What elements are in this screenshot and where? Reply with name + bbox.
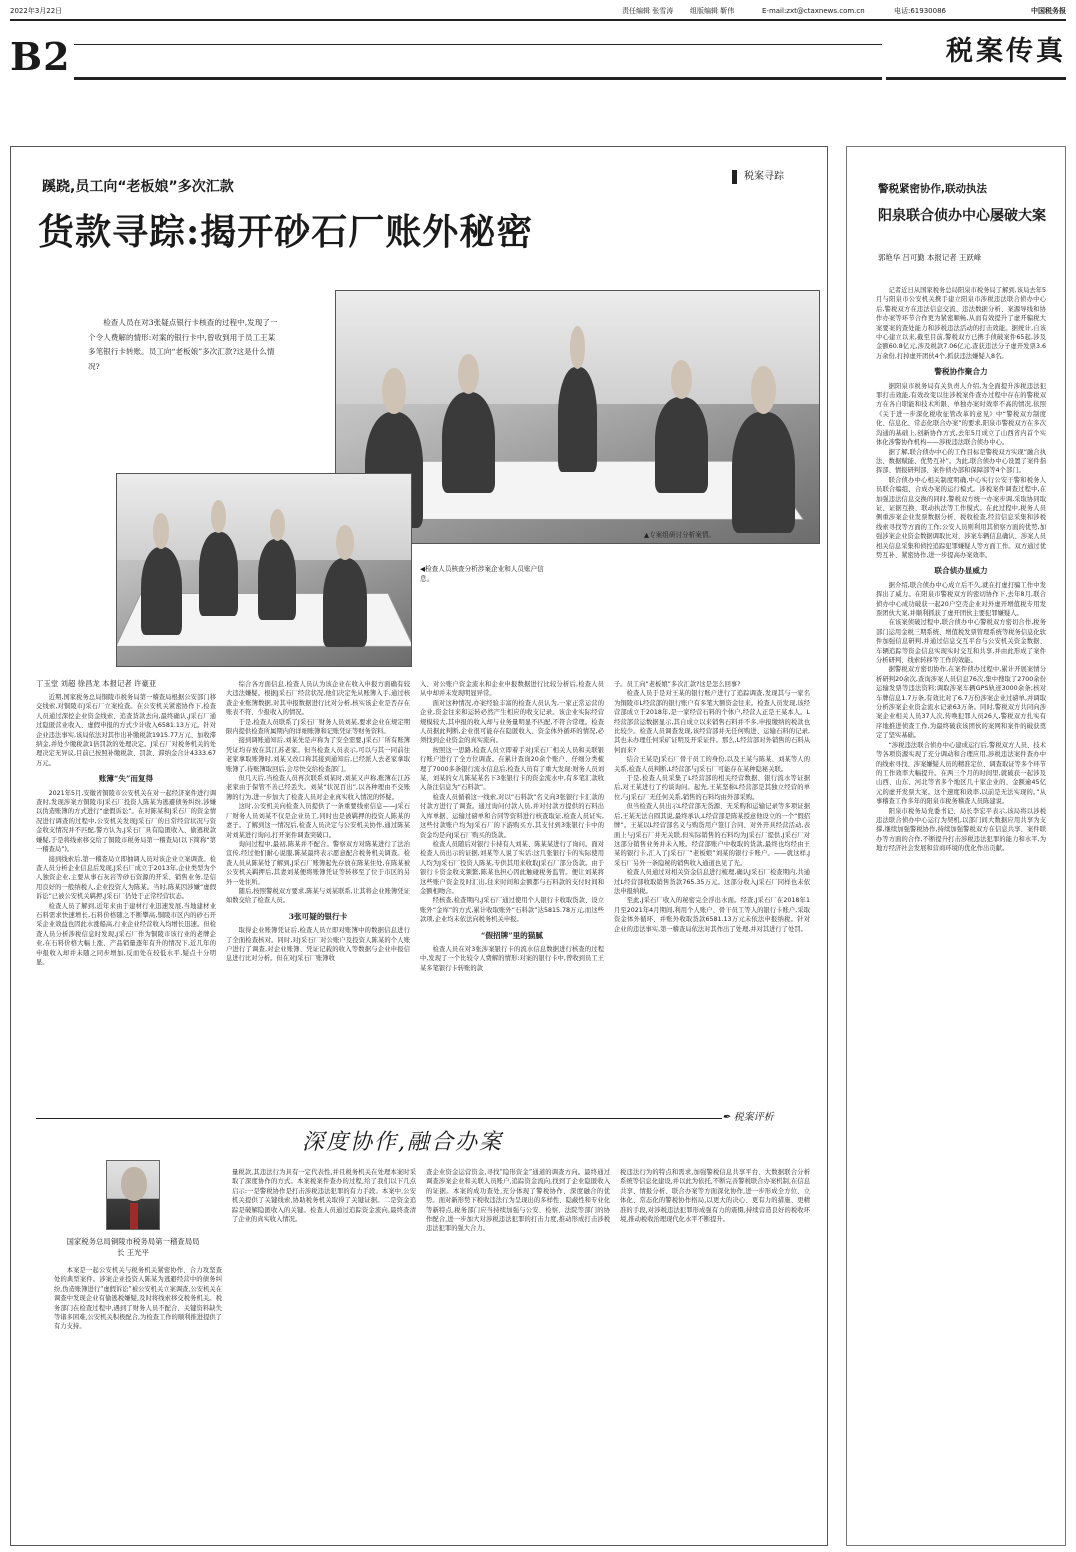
subhead-bank-cards: 3张可疑的银行卡 [288,911,348,921]
review-para: 本案是一起公安机关与税务机关紧密协作、合力攻坚查处的典型案件。涉案企业投资人陈某为逃避经营中的债务纠纷,伪造账簿进行“虚假诉讼”被公安机关立案调查,公安机关在调查中发现企业有偷逃税嫌疑,及时将线索移交税务机关。税务部门在检查过程中,遇到了财务人员不配合、关键资料缺失等诸多困难,公安机关积极配合,为检查工作的顺利推进提供了有力支持。 [54,1267,222,1331]
col2-para: 接到调账通知后,刘某先是声称为了安全需要,J采石厂所有账簿凭证均存放在其江苏老家。但当检查人员表示,可以与其一同前往老家拿取账簿时,刘某又改口称其接到通知后,已经派人去老家拿取账簿了,待账簿取回后,会尽快交给检查部门。 [226,737,410,773]
col1-para: 近期,国家税务总局铜陵市税务局第一稽查局根据公安部门移交线索,对铜陵市J采石厂立案检查。在公安机关紧密协作下,检查人员通过深挖企业资金线索、追查货款去向,最终确认,J采石厂通过隐匿营业收入、虚假申报的方式少计收入6581.13万元。针对企业违法事实,该局依法对其作出补缴税款1915.77万元、加收滞纳金,并处少缴税款1倍罚款的处理决定。J采石厂对税务机关的处理决定无异议,目前已按照补缴税款、罚款、滞纳金合计4333.67万元。 [36,694,216,767]
col1-para: 接到线索后,第一稽查局立即抽调人员对该企业立案调查。检查人员分析企业信息后发现,J采石厂成立于2013年,企业类型为个人独资企业,主要从事石灰岩等砂石资源的开采、销售业务,是信用良好的一般纳税人,企业投资人为陈某。当时,陈某因涉嫌“虚假诉讼”已被公安机关羁押,J采石厂仍处于正常经营状态。 [36,855,216,901]
caption-account-review: ◀检查人员核查分析涉案企业和人员账户信息。 [420,565,544,583]
section-title: 税案传真 [946,36,1066,67]
col4-para: 至此,J采石厂收入的秘密完全浮出水面。经查,J采石厂在2018年1月至2021年4月期间,利用个人账户、骨干员工等人的银行卡账户,采取资金体外循环、并账外收取货款6581.13万元未依法申报纳税。针对企业的违法事实,第一稽查局依法对其作出了处理,并对其进行了处罚。 [614,897,810,933]
review-column-3 [426,1168,610,1486]
review-column-1 [54,1266,222,1486]
col2-para: 于是,检查人员联系了J采石厂财务人员刘某,要求企业在规定期限内提供检查所属期内的详细账簿和记账凭证等财务资料。 [226,718,410,736]
reviewer-caption: 国家税务总局铜陵市税务局第一稽查局局长 王光平 [66,1237,200,1257]
side-para: 据介绍,联合侦办中心成立后不久,就在打虚打骗工作中发挥出了威力。在阳泉市警税双方的密切协作下,去年8月,联合侦办中心成功破获一起20户空壳企业对外虚开增值税专用发票团伙大案,并顺利抓获了虚开团伙主要犯罪嫌疑人。 [876,581,1046,617]
main-column-3 [420,680,604,1113]
main-column-1 [36,693,216,1113]
side-para: 据了解,联合侦办中心的工作目标是警税双方实现“融合执法、数据赋能、优势互补”。为此,联合侦办中心设置了案件指挥部、情报研判部、案件侦办部和保障部等4个部门。 [876,448,1046,475]
col4-para: 子。员工向“老板娘”多次汇款?这是怎么回事? [614,681,741,688]
side-subhead-2: 联合侦办显威力 [934,566,988,576]
page-rule-left-2 [74,77,882,80]
side-subhead-1: 警税协作聚合力 [934,367,988,377]
quill-icon: ✒ [722,1112,731,1123]
review-title: 深度协作,融合办案 [302,1130,503,1155]
review-column-4 [620,1168,810,1486]
main-kicker: 蹊跷,员工向“老板娘”多次汇款 [42,179,234,195]
review-para: 量税款,其违法行为具有一定代表性,并且税务机关在处理本案时采取了深度协作的方式。本案税案件查办的过程,给了我们以下几点启示:一是警税协作是打击涉税违法犯罪的有力手段。本案中,公安机关提供了关键线索,协助税务机关取得了关键证据。二是资金追踪是破解隐匿收入的关键。检查人员通过追踪资金流向,最终查清了企业的真实收入情况。 [232,1169,416,1224]
photo-account-review [116,473,412,667]
side-byline: 郭艳华 吕可勤 本报记者 王跃峰 [878,253,982,262]
col2-para: 这时,公安机关向检查人员提供了一条重要线索信息——J采石厂财务人员刘某不仅是企业员工,同时也是被羁押的投资人陈某的妻子。了解到这一情况后,检查人员决定与公安机关协作,通过陈某对刘某进行询问,打开案件调查突破口。 [226,803,410,839]
caption-block [410,544,820,648]
phone: 电话:61930086 [894,7,946,15]
col1-para: 2021年5月,安徽省铜陵市公安机关在对一起经济案件进行调查时,发现涉案方铜陵市J采石厂投资人陈某为逃避债务纠纷,涉嫌以伪造账簿的方式进行“虚假诉讼”。在对陈某和J采石厂的资金情况进行调查的过程中,公安机关发现J采石厂的日常经营状况与资金收支情况并不匹配,警方认为,J采石厂具有隐匿收入、偷逃税款嫌疑,于是将线索移交给了铜陵市税务局第一稽查局(以下简称“第一稽查局”)。 [36,789,216,854]
side-column [876,286,1046,1538]
col2-para: 综合各方面信息,检查人员认为该企业在收入申报方面确有较大违法嫌疑。根据J采石厂经营状况,他们决定先从账簿入手,通过核查企业账簿数据,对其申报数据进行比对分析,核实该企业是否存在账表不符、少报收入的情况。 [226,681,410,717]
review-tag [722,1110,774,1126]
subhead-fake-sign: “假招牌”里的猫腻 [481,930,543,940]
layout-credit: 组版编辑 靳伟 [690,7,735,15]
subhead-ledger: 账簿“失”而复得 [98,774,154,784]
main-column-4 [614,680,810,1113]
col3-para: 检查人员循着这一线索,对以“石料款”名义向3张银行卡汇款的付款方进行了调查。通过询问付款人员,并对付款方提供的石料出入库单据、运输过磅单和合同等资料进行核查取证,检查人员证实,这些付款账户均为J采石厂的下游购买方,其支付到3张银行卡中的资金均是向J采石厂购买的货款。 [420,793,604,839]
col2-para: 随后,按照警税双方要求,陈某与刘某联系,让其将企业账簿凭证如数交给了检查人员。 [226,887,410,905]
side-para: 记者近日从国家税务总局阳泉市税务局了解到,该局去年5月与阳泉市公安机关携手建立阳泉市涉税违法联合侦办中心后,警税双方在违法信息交流、违法数据分析、案源导线和协作办案等环节合作更为紧密顺畅,从而有效提升了虚开骗税大案要案的查处能力和涉税违法活动的打击效能。据统计,自该中心建立以来,截至目前,警税双方已携手侦破案件65起,涉及金额60.8亿元,涉及税款7.06亿元,查获违法分子虚开发票3.6万余份,打掉虚开团伙4个,抓获违法嫌疑人8名。 [876,287,1046,360]
main-tag: 税案寻踪 [732,170,784,184]
col4-para: 结合王某是J采石厂骨干员工的身份,以及王某与陈某、刘某等人的关系,检查人员判断,L经营部与J采石厂可能存在某种隐秘关联。 [614,756,810,773]
section-rule [886,77,1066,80]
review-divider [36,1118,722,1119]
side-para: 据警税双方密切协作,在案件侦办过程中,累计开展案情分析研判20余次,查询涉案人员信息76次,集中搜取了2700余份运输发票等违法资料;调取涉案车辆GPS轨迹3000余条;核对车牌信息1.7万条,有效比对了6.7万份涉案企业过磅单,并调取分析涉案企业资金流水记录63万条。同时,警税双方共同向涉案企业相关人员37人次,传唤犯罪人员26人,警税双方扎实有序地推进侦查工作,为最终破获该团伙的案网和案件的破获奠定了坚实基础。 [876,666,1046,740]
main-byline: 丁玉堂 刘超 徐昌龙 本报记者 许豪亚 [36,679,157,688]
review-para: 税违法行为的特点和需求,加强警税信息共享平台、大数据联合分析系统等信息化建设,并以此为依托,不断完善警税联合办案机制,在信息共享、情报分析、联合办案等方面深化协作,进一步形成全方位、立体化、常态化的警税协作格局,以更大的决心、更有力的措施、更精准的手段,对涉税违法犯罪形成强有力的震慑,持续营造良好的税收环境,推动税收治理现代化水平不断提升。 [620,1169,810,1224]
page-number: B2 [10,34,71,79]
paper-name: 中国税务报 [1031,7,1066,15]
caption-discussion: ▲专案组研讨分析案情。 [644,531,716,539]
main-column-2 [226,680,410,1113]
issue-date: 2022年3月22日 [10,7,63,15]
side-para: 据阳泉市税务局有关负责人介绍,为全面提升涉税违法犯罪打击效能,有效改变以往涉税案件查办过程中存在的警税双方在各自职能和技术所限、单独办案时效率不高的情况,依照《关于进一步深化税收征管改革的意见》中“警税双方制度化、信息化、常态化联合办案”的要求,阳泉市警税双方在多次沟通的基础上,创新协作方式,去年5月成立了山西省内首个实体化涉警协作机构——涉税违法联合侦办中心。 [876,382,1046,447]
lead-box: 检查人员在对3张疑点银行卡核查的过程中,发现了一个令人费解的情形:对案的银行卡中,曾收到用于员工王某多笔银行卡转账。员工向“老板娘”多次汇款?这是什么情况? [88,318,278,371]
col1-para: 检查人员了解到,近年来由于建材行业迅速发展,当地建材业石料需求快速增长,石料价格随之不断攀高,铜陵市区内的砂石开采企业效益也因此水涨船高,行业企业经营收入均增长迅速。但检查人员分析涉税信息时发现,J采石厂作为铜陵市该行业的老牌企业,在石料价格大幅上涨、产品销量逐年有升的情况下,近几年的申报收入却并未随之同步增加,反而处在较低水平,疑点十分明显。 [36,902,216,966]
page-rule-left [74,44,882,45]
side-para: “涉税违法联合侦办中心建成运行后,警税双方人员、技术等各项资源实现了充分调动和合理应用,涉税违法案件查办中的线索寻找、涉案嫌疑人员的精准定位、调查取证等多个环节的工作效率大幅提升。在两三个月的时间里,就破获一起涉及山西、山东、河北等省多个地区几十家企业的、金额逾45亿元的虚开发票大案。这个速度和效率,以前是无法实现的。”从事稽查工作多年的阳泉市税务稽查人员陈建说。 [876,741,1046,806]
side-headline: 阳泉联合侦办中心屡破大案 [878,208,1046,224]
col2-para: 询问过程中,最初,陈某并不配合。警察双方对陈某进行了法治宣传,经过他们耐心说服,陈某最终表示愿意配合税务机关调查。检查人员从陈某处了解到,J采石厂账簿起先存放在陈某住处,在陈某被公安机关羁押后,其妻刘某便将账簿凭证等转移至了位于市区的另外一处住所。 [226,840,410,886]
col2-para: 但几天后,当检查人员再次联系刘某时,刘某又声称,账簿在江苏老家由于保管不善已经丢失。刘某“状况百出”,以各种理由不交账簿的行为,进一步加大了检查人员对企业真实收入情况的怀疑。 [226,775,410,801]
review-para: 查企业资金运营资金,寻找“隐形资金”通道的调查方向。最终通过调查涉案企业和关联人员账户,追踪资金流向,找到了企业隐匿收入的证据。本案的成功查处,充分体现了警税协作、深度融合的优势。面对新形势下税收违法行为呈现出的多样性、隐蔽性和专业化等新特点,税务部门应当持续加强与公安、检察、法院等部门的协作配合,进一步加大对涉税违法犯罪的打击力度,推动形成打击涉税违法犯罪的强大合力。 [426,1169,610,1233]
col4-para: 但当检查人员出示L经营部无货源、无采购和运输记录等多项证据后,王某无法自圆其说,最终承认,L经营部是陈某授意他设立的一个“假招牌”。王某以L经营部名义与购货用户签订合同、对外开具经营活动,表面上与J采石厂并无关联,但实际销售的石料均为J采石厂提供,J采石厂对这部分销售业务并未入账。经营部账户中收取的货款,最终也均经由王某的银行卡,汇入了J采石厂“老板娘”刘某的银行卡账户。——就这样,J采石厂另外一条隐秘的销售收入通道也见了光。 [614,803,810,867]
side-kicker: 警税紧密协作,联动执法 [878,183,987,195]
review-tag-label: 税案评析 [733,1112,774,1123]
side-para: 在该案侦破过程中,联合侦办中心警税双方密切合作,税务部门运用金税三期系统、增值税发票管理系统等税务信息化软件加强信息研判,并通过信息交互平台与公安机关资金数据、车辆追踪等资金信息实现实时交互和共享,并由此形成了案件分析研判、线索转移等工作的效能。 [876,619,1046,665]
col3-para: 按照这一思路,检查人员立即着手对J采石厂相关人员和关联银行账户进行了全方位调查。在累计查询20余个账户、仔细分类梳理了7000多条银行流水信息后,检查人员有了重大发现:财务人员刘某、刘某的女儿陈某某名下3张银行卡的资金流水中,有多笔汇款收入备注信息为“石料款”。 [420,746,604,792]
col3-para: 检查人员在对3张涉案银行卡的流水信息数据进行核查的过程中,发现了一个比较令人费解的情形:对案的银行卡中,曾收到员工王某多笔银行卡转账的款 [420,945,604,972]
side-para: 联合侦办中心相关制度明确,中心实行公安干警和税务人员联合编组、合成办案的运行模式。涉税案件调查过程中,在加强违法信息交换的同时,警税双方统一办案步调,采取协同取证、证据互换、联动执法等工作模式。在此过程中,税务人员侧重涉案企业发票数据分析、税收检查,经营信息采集和涉税线索寻找等方面的工作;公安人员则利用其侦察方面的优势,加强涉案企业资金数据调取比对、涉案车辆信息确认、涉案人员相关信息采集和侦控追踪犯罪嫌疑人等方面工作。双方通过优势互补、紧密协作,进一步提高办案效率。 [876,476,1046,559]
col4-para: 检查人员通过对相关资金信息进行梳理,确认J采石厂检查期内,共通过L经营部收取销售货款765.35万元。这部分收入J采石厂同样也未依法申报纳税。 [614,869,810,895]
editor-credit: 责任编辑 张雪涛 [622,7,674,15]
col3-para: 入、对公账户资金流水和企业申报数据进行比较分析后,检查人员从中却并未发现明显异常。 [420,681,604,698]
masthead-rule [10,19,1066,21]
col4-para: 检查人员于是对王某的银行账户进行了追踪调查,发现其与一家名为铜陵市L经营部的银行账户有多笔大额资金往来。检查人员发现,该经营部成立于2018年,是一家经营石料的个体户,经营人正是王某本人。L经营部营运数据显示,其自成立以来销售石料并不多,申报缴纳的税款也比较少。检查人员调查发现,该经营部并无任何购进、运输石料的记录,其也未办理任何采矿证明及开采证件。那么,L经营部对外销售的石料从何而来? [614,690,810,754]
reviewer-portrait [106,1160,160,1230]
col3-para: 经核查,检查期内,J采石厂通过使用个人银行卡收取货款、设立账外“金库”的方式,累计收取账外“石料款”达5815.78万元,而这些款项,企业均未依法向税务机关申报。 [420,897,604,924]
main-headline: 货款寻踪:揭开砂石厂账外秘密 [38,211,534,253]
side-para: 阳泉市税务局党委书记、局长李宏平表示,该局将以涉税违法联合侦办中心运行为契机,以部门间大数据应用共享为支撑,继续加强警税协作,持续加强警税双方在信息共享、案件联办等方面的合作,不断提升打击涉税违法犯罪的能力和水平,为地方经济社会发展和营商环境的优化作出贡献。 [876,807,1046,853]
review-column-2 [232,1168,416,1486]
col3-para: 面对这种情况,办案经验丰富的检查人员认为,一家正常运营的企业,资金往来和运转必然产生相应的收支记录。该企业实际经营规模较大,其申报的收入却与业务量明显不匹配,不符合常理。检查人员据此判断,企业很可能存在隐匿收入、资金体外循环的情况,必须找到企业资金的真实流向。 [420,699,604,745]
col3-para: 检查人员随后对银行卡持有人刘某、陈某某进行了询问。面对检查人员出示的证据,刘某等人说了实话:这几张银行卡的实际使用人均为J采石厂投资人陈某,专供其用来收取J采石厂部分货款。由于银行卡资金收支频繁,陈某也担心因此触碰税务监管。便让刘某将这些账户资金及时汇出,往来时间和金额都与石料款的支付时间和金额相吻合。 [420,840,604,895]
col4-para: 于是,检查人员采集了L经营部的相关经营数据、银行流水等证据后,对王某进行了约谈询问。起先,王某坚称L经营部是其独立经营的单位,与J采石厂无任何关系,销售的石料均由外部采购。 [614,775,810,801]
email: E-mail:zxt@ctaxnews.com.cn [762,7,865,15]
masthead-bar [10,4,1066,18]
col2-para: 取得企业账簿凭证后,检查人员立即对账簿中的数据信息进行了全面检查核对。同时,对J采石厂对公账户及投资人陈某的个人账户进行了调查,对企业账簿、凭证记载的收入等数据与企业申报信息进行比对分析。但在对J采石厂账簿收 [226,927,410,963]
